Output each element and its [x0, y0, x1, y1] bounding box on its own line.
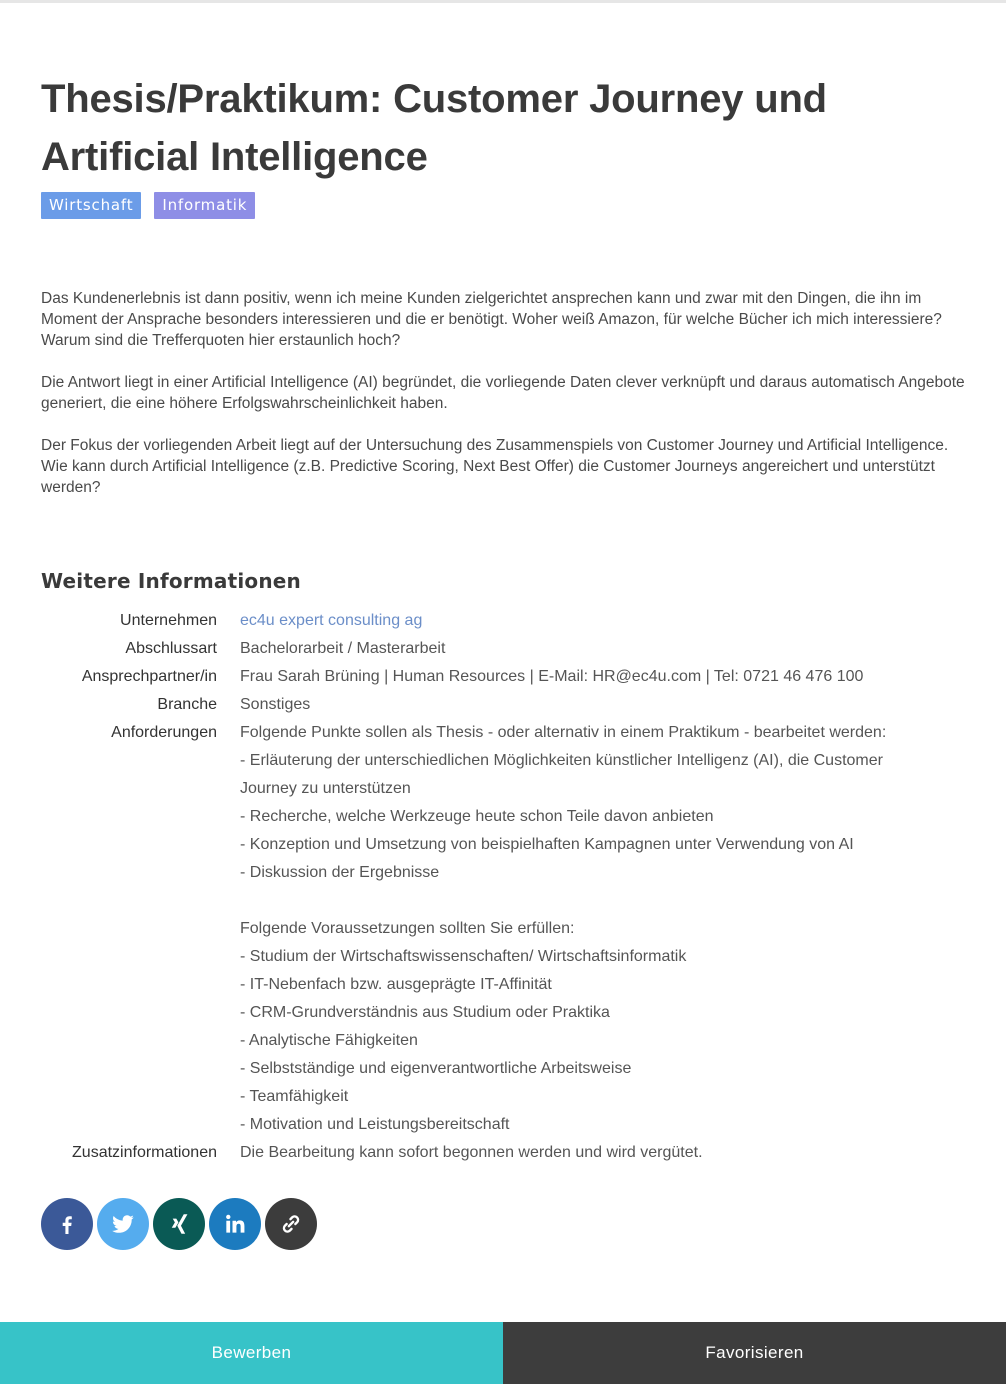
info-value: Frau Sarah Brüning | Human Resources | E-Mail: HR@ec4u.com | Tel: 0721 46 476 100 [240, 668, 864, 685]
requirement-line: - Erläuterung der unterschiedlichen Möglichkeiten künstlicher Intelligenz (AI), die Customer Journey zu unterstützen [240, 752, 883, 797]
linkedin-icon [222, 1211, 248, 1237]
requirement-line: - Diskussion der Ergebnisse [240, 864, 440, 881]
info-row-ansprechpartner [0, 663, 1006, 691]
info-label: Ansprechpartner/in [81, 668, 217, 685]
company-link[interactable]: ec4u expert consulting ag [240, 612, 423, 629]
requirement-line: - Motivation und Leistungsbereitschaft [240, 1116, 510, 1133]
info-value: Bachelorarbeit / Masterarbeit [240, 640, 446, 657]
description-paragraph: Das Kundenerlebnis ist dann positiv, wenn ich meine Kunden zielgerichtet ansprechen kann und zwar mit den Dingen, die ihn im Moment der Ansprache besonders interessieren und die er benötigt. Woher weiß Amazon, für welche Bücher ich mich interessiere? Warum sind die Trefferquoten hier erstaunlich hoch? [41, 290, 942, 349]
info-row-abschlussart [0, 635, 1006, 663]
share-linkedin-button[interactable] [209, 1198, 261, 1250]
share-buttons [41, 1198, 317, 1250]
requirement-line: - Studium der Wirtschaftswissenschaften/ Wirtschaftsinformatik [240, 948, 687, 965]
requirement-line [240, 887, 920, 915]
info-label: Abschlussart [125, 640, 217, 657]
info-value: Sonstiges [240, 696, 311, 713]
requirement-line: - Konzeption und Umsetzung von beispielhaften Kampagnen unter Verwendung von AI [240, 836, 854, 853]
requirement-line: - CRM-Grundverständnis aus Studium oder Praktika [240, 1004, 610, 1021]
info-label: Anforderungen [111, 724, 217, 741]
requirement-line: - Analytische Fähigkeiten [240, 1032, 418, 1049]
requirement-line: Folgende Punkte sollen als Thesis - oder alternativ in einem Praktikum - bearbeitet werden: [240, 724, 887, 741]
requirement-line: - Selbstständige und eigenverantwortliche Arbeitsweise [240, 1060, 632, 1077]
requirement-line: - IT-Nebenfach bzw. ausgeprägte IT-Affinität [240, 976, 552, 993]
tag-wirtschaft[interactable]: Wirtschaft [41, 192, 141, 219]
link-icon [278, 1211, 304, 1237]
share-facebook-button[interactable] [41, 1198, 93, 1250]
tag-informatik[interactable]: Informatik [154, 192, 255, 219]
info-label: Branche [157, 696, 217, 713]
info-value: Die Bearbeitung kann sofort begonnen werden und wird vergütet. [240, 1144, 703, 1161]
description [41, 288, 971, 519]
tag-list [41, 192, 255, 219]
share-xing-button[interactable] [153, 1198, 205, 1250]
info-row-zusatz [0, 1139, 1006, 1167]
requirement-line: - Teamfähigkeit [240, 1088, 349, 1105]
requirement-line: - Recherche, welche Werkzeuge heute schon Teile davon anbieten [240, 808, 714, 825]
twitter-icon [110, 1211, 136, 1237]
description-paragraph: Die Antwort liegt in einer Artificial Intelligence (AI) begründet, die vorliegende Daten clever verknüpft und daraus automatisch Angebote generiert, die eine höhere Erfolgswahrscheinlichkeit haben. [41, 374, 965, 412]
info-table [0, 607, 1006, 1167]
info-label: Zusatzinformationen [72, 1144, 217, 1161]
copy-link-button[interactable] [265, 1198, 317, 1250]
requirement-line: Folgende Voraussetzungen sollten Sie erfüllen: [240, 920, 575, 937]
share-twitter-button[interactable] [97, 1198, 149, 1250]
requirements-list [240, 719, 920, 1139]
info-row-unternehmen [0, 607, 1006, 635]
page-title: Thesis/Praktikum: Customer Journey und Artificial Intelligence [41, 77, 827, 179]
favorite-button[interactable]: Favorisieren [503, 1322, 1006, 1384]
action-bar [0, 1322, 1006, 1384]
top-divider [0, 0, 1006, 3]
info-row-branche [0, 691, 1006, 719]
facebook-icon [55, 1212, 79, 1236]
info-row-anforderungen [0, 719, 1006, 1139]
apply-button[interactable]: Bewerben [0, 1322, 503, 1384]
xing-icon [166, 1211, 192, 1237]
description-paragraph: Der Fokus der vorliegenden Arbeit liegt auf der Untersuchung des Zusammenspiels von Customer Journey und Artificial Intelligence. Wie kann durch Artificial Intelligence (z.B. Predictive Scoring, Next Best Offer) die Customer Journeys angereichert und unterstützt werden? [41, 437, 949, 496]
info-label: Unternehmen [120, 612, 217, 629]
more-info-heading: Weitere Informationen [41, 569, 302, 593]
